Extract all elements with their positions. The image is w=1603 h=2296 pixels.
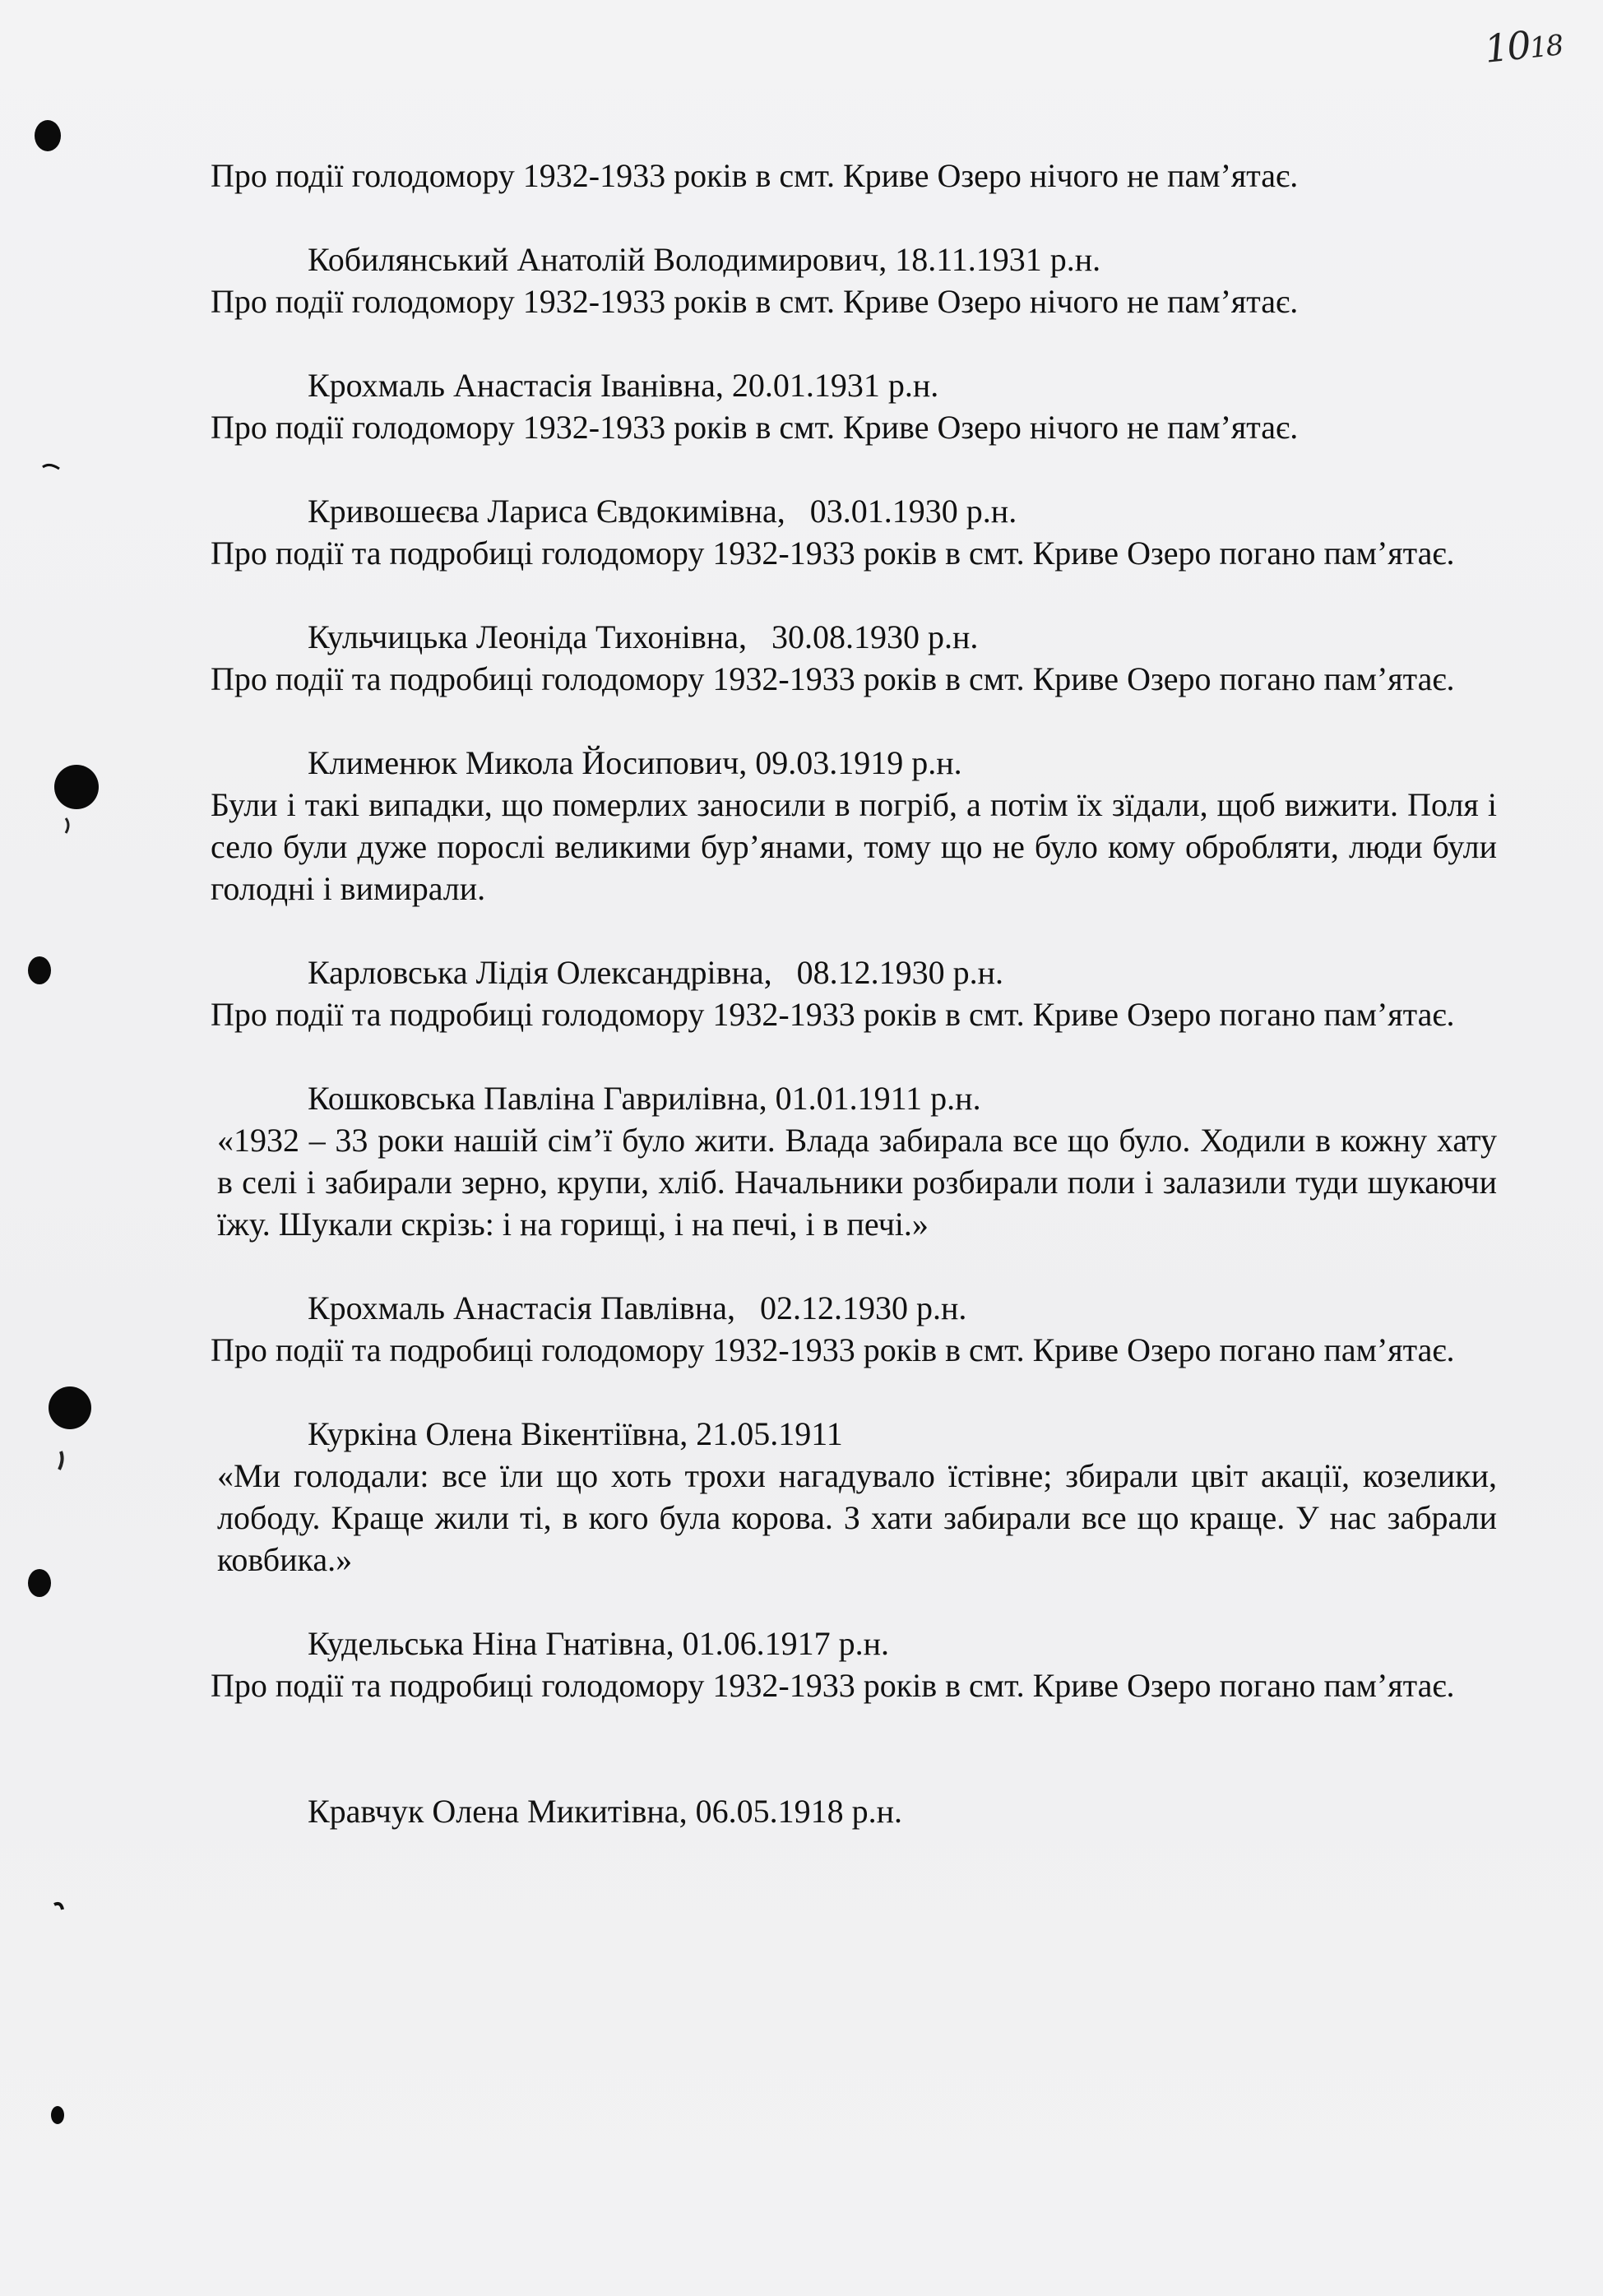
testimony-entry	[211, 1287, 1497, 1371]
handwritten-page-number	[1482, 19, 1564, 72]
witness-name: Карловська Лідія Олександрівна, 08.12.1930 р.н.	[308, 954, 1004, 991]
testimony-entry-last	[211, 1790, 1497, 1832]
punch-holes-icon	[0, 0, 99, 2296]
witness-statement: Про події та подробиці голодомору 1932-1933 років в смт. Криве Озеро погано пам’ятає.	[211, 660, 1455, 697]
witness-name: Куркіна Олена Вікентіївна, 21.05.1911	[308, 1415, 843, 1452]
witness-statement: Були і такі випадки, що померлих заносили в погріб, а потім їх зїдали, щоб вижити. Поля і село були дуже порослі великими бур’янами, тому що не було кому обробляти, люди були голодні і вимирали.	[211, 786, 1497, 907]
testimony-entry	[211, 951, 1497, 1035]
testimony-entry	[211, 1622, 1497, 1706]
document-body	[211, 155, 1497, 1874]
witness-name: Крохмаль Анастасія Іванівна, 20.01.1931 р.н.	[308, 367, 939, 404]
witness-name: Кривошеєва Лариса Євдокимівна, 03.01.1930 р.н.	[308, 493, 1017, 530]
testimony-entry	[211, 1077, 1497, 1245]
testimony-entry	[211, 742, 1497, 910]
witness-quote: «1932 – 33 роки нашій сім’ї було жити. Влада забирала все що було. Ходили в кожну хату в селі і забирали зерно, крупи, хліб. Начальники розбирали поли і залазили туди шукаючи їжу. Шукали скрізь: і на горищі, і на печі, і в печі.»	[217, 1122, 1497, 1243]
punch-holes-margin	[0, 0, 99, 2296]
testimony-entry	[211, 238, 1497, 322]
opening-entry	[211, 155, 1497, 197]
witness-statement: Про події голодомору 1932-1933 років в смт. Криве Озеро нічого не пам’ятає.	[211, 283, 1299, 320]
witness-statement: Про події та подробиці голодомору 1932-1933 років в смт. Криве Озеро погано пам’ятає.	[211, 535, 1455, 572]
witness-quote: «Ми голодали: все їли що хоть трохи нагадувало їстівне; збирали цвіт акації, козелики, лободу. Краще жили ті, в кого була корова. З хати забирали все що краще. У нас забрали ковбика.»	[217, 1457, 1497, 1578]
witness-statement: Про події та подробиці голодомору 1932-1933 років в смт. Криве Озеро погано пам’ятає.	[211, 996, 1455, 1033]
witness-statement: Про події та подробиці голодомору 1932-1933 років в смт. Криве Озеро погано пам’ятає.	[211, 1667, 1455, 1704]
witness-name: Клименюк Микола Йосипович, 09.03.1919 р.н.	[308, 744, 962, 781]
witness-name: Кобилянський Анатолій Володимирович, 18.11.1931 р.н.	[308, 241, 1101, 278]
testimony-entry	[211, 1413, 1497, 1581]
opening-statement: Про події голодомору 1932-1933 років в смт. Криве Озеро нічого не пам’ятає.	[211, 157, 1299, 194]
witness-name: Кульчицька Леоніда Тихонівна, 30.08.1930 р.н.	[308, 618, 979, 655]
testimony-entry	[211, 364, 1497, 448]
testimony-entry	[211, 616, 1497, 700]
witness-name: Кравчук Олена Микитівна, 06.05.1918 р.н.	[308, 1793, 902, 1830]
page-number-value: 10	[1482, 22, 1532, 72]
testimony-entry	[211, 490, 1497, 574]
witness-statement: Про події голодомору 1932-1933 років в смт. Криве Озеро нічого не пам’ятає.	[211, 409, 1299, 446]
witness-name: Кошковська Павліна Гаврилівна, 01.01.1911 р.н.	[308, 1080, 981, 1117]
witness-name: Кудельська Ніна Гнатівна, 01.06.1917 р.н.	[308, 1625, 889, 1662]
witness-name: Крохмаль Анастасія Павлівна, 02.12.1930 р.н.	[308, 1289, 967, 1326]
page-number-overwrite: 18	[1527, 29, 1564, 66]
witness-statement: Про події та подробиці голодомору 1932-1933 років в смт. Криве Озеро погано пам’ятає.	[211, 1331, 1455, 1368]
